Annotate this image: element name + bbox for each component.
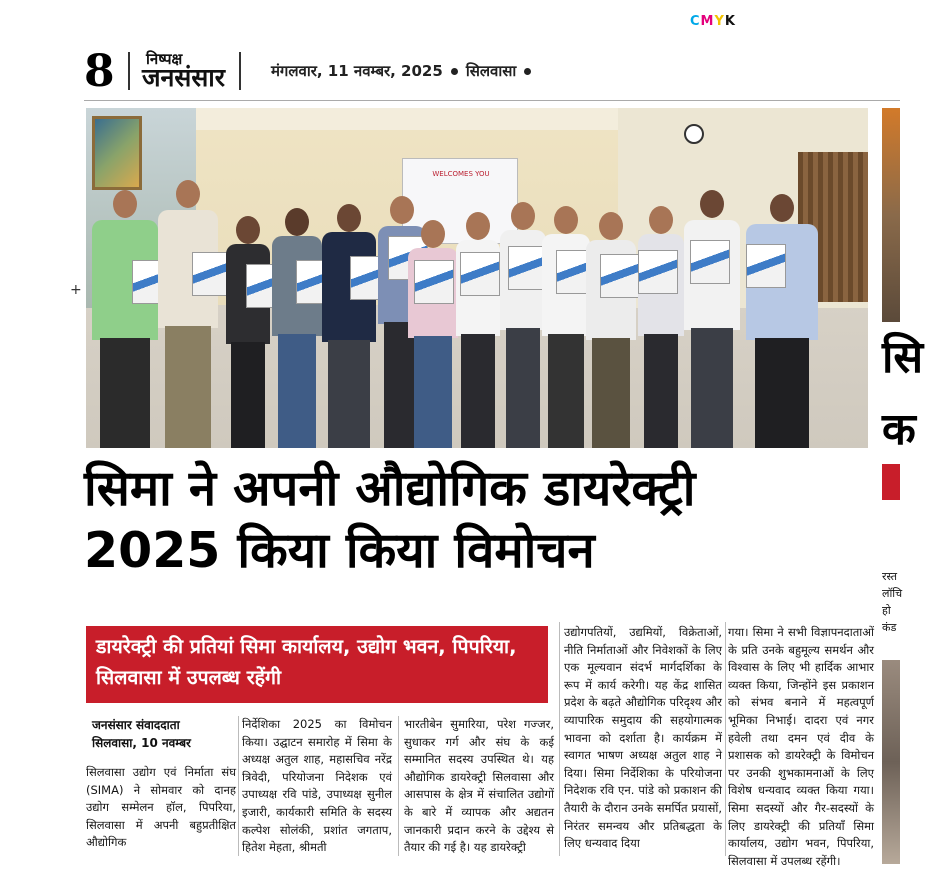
- byline-reporter: जनसंसार संवाददाता: [92, 718, 180, 732]
- photo-person: [226, 216, 270, 448]
- adjacent-photo: [882, 108, 900, 322]
- article-column-1: सिलवासा उद्योग एवं निर्माता संघ (SIMA) ने सोमवार को दानह उद्योग सम्मेलन हॉल, पिपरिया, सिलवासा में अपनी बहुप्रतीक्षित औद्योगिक: [86, 765, 236, 850]
- adjacent-headline-fragment: सि क: [882, 332, 924, 455]
- photo-clock-icon: [684, 124, 704, 144]
- photo-banner-text: WELCOMES YOU: [432, 170, 490, 178]
- article-column-2: निर्देशिका 2025 का विमोचन किया। उद्घाटन समारोह में सिमा के अध्यक्ष अतुल शाह, महासचिव नरेंद्र त्रिवेदी, परियोजना निदेशक एवं उपाध्यक्ष रवि पांडे, उपाध्यक्ष सुनील इजारी, कार्यकारी समिति के सदस्य कल्पेश सोलंकी, प्रशांत जगताप, हितेश मेहता, श्रीमती: [242, 717, 392, 855]
- photo-person: [272, 208, 322, 448]
- headline-line-2: 2025 किया किया विमोचन: [84, 522, 595, 579]
- article-subheadline: डायरेक्ट्री की प्रतियां सिमा कार्यालय, उद्योग भवन, पिपरिया, सिलवासा में उपलब्ध रहेंगी: [86, 626, 548, 703]
- adjacent-article-sliver: [882, 108, 924, 864]
- photo-person: [586, 212, 636, 448]
- adjacent-photo-2: [882, 660, 900, 864]
- column-rule: [398, 716, 399, 856]
- photo-wall-painting: [92, 116, 142, 190]
- photo-person: [322, 204, 376, 448]
- bullet-dot-icon: [451, 68, 458, 75]
- article-column-5: गया। सिमा ने सभी विज्ञापनदाताओं के प्रति उनके बहुमूल्य समर्थन और विश्वास के लिए भी हार्दिक आभार व्यक्त किया, जिन्होंने इस प्रकाशन को संभव बनाने में महत्वपूर्ण भूमिका निभाई। दादरा एवं नगर हवेली तथा दमन एवं दीव के प्रशासक को डायरेक्ट्री के विमोचन पर उनकी शुभकामनाओं के लिए विशेष धन्यवाद व्यक्त किया गया। सिमा सदस्यों और गैर-सदस्यों के लिए डायरेक्ट्री की प्रतियाँ सिमा कार्यालय, उद्योग भवन, पिपरिया, सिलवासा में उपलब्ध रहेंगी।: [728, 625, 874, 868]
- masthead: [84, 44, 900, 98]
- article-column-4: उद्योगपतियों, उद्यमियों, विक्रेताओं, नीति निर्माताओं और निवेशकों के लिए एक मूल्यवान संदर्भ मार्गदर्शिका के रूप में कार्य करेगी। यह केंद्र शासित प्रदेश के बढ़ते औद्योगिक परिदृश्य और व्यापारिक समुदाय की सहयोगात्मक भावना को दर्शाता है। कार्यक्रम में स्वागत भाषण अध्यक्ष अतुल शाह ने दिया। सिमा निर्देशिका के परियोजना निदेशक रवि एन. पांडे को प्रकाशन की तैयारी के दौरान उनके समर्पित प्रयासों, निरंतर समन्वय और प्रतिबद्धता के लिए धन्यवाद दिया: [564, 625, 722, 851]
- masthead-rule: [84, 100, 900, 101]
- byline-place-date: सिलवासा, 10 नवम्बर: [92, 736, 191, 750]
- article-column-3: भारतीबेन सुमारिया, परेश गज्जर, सुधाकर गर्ग और संघ के कई सम्मानित सदस्य उपस्थित थे। यह औद्योगिक डायरेक्ट्री सिलवासा और आसपास के क्षेत्र में संचालित उद्योगों के बारे में व्यापक और अद्यतन जानकारी प्रदान करने के उद्देश्य से तैयार की गई है। यह डायरेक्ट्री: [404, 717, 554, 855]
- photo-person: [158, 180, 218, 448]
- masthead-divider: [128, 52, 130, 90]
- event-photo: [86, 108, 868, 448]
- column-rule: [559, 622, 560, 856]
- article-headline: [84, 458, 874, 582]
- article-byline: [92, 716, 232, 752]
- masthead-divider-2: [239, 52, 241, 90]
- date-line: [271, 61, 539, 81]
- bullet-dot-icon-2: [524, 68, 531, 75]
- photo-person: [408, 220, 458, 448]
- newspaper-name-main: जनसंसार: [142, 63, 225, 92]
- photo-person: [746, 194, 818, 448]
- photo-person: [684, 190, 740, 448]
- photo-person: [542, 206, 590, 448]
- newspaper-name: [142, 52, 225, 90]
- issue-city: सिलवासा: [465, 62, 517, 80]
- column-rule: [238, 716, 239, 856]
- registration-plus-icon: +: [70, 282, 82, 298]
- column-rule: [725, 622, 726, 856]
- page-number: 8: [84, 45, 115, 97]
- photo-person: [638, 206, 684, 448]
- cmyk-print-mark: CMYK: [690, 14, 736, 29]
- photo-person: [456, 212, 500, 448]
- issue-date: मंगलवार, 11 नवम्बर, 2025: [270, 62, 443, 80]
- newspaper-name-top: निष्पक्ष: [146, 50, 183, 68]
- photo-person: [92, 190, 158, 448]
- headline-line-1: सिमा ने अपनी औद्योगिक डायरेक्ट्री: [84, 460, 696, 517]
- photo-person: [500, 202, 546, 448]
- adjacent-red-box: [882, 464, 900, 500]
- adjacent-text-fragment: रस्त लॉचि हो कंड: [882, 570, 903, 634]
